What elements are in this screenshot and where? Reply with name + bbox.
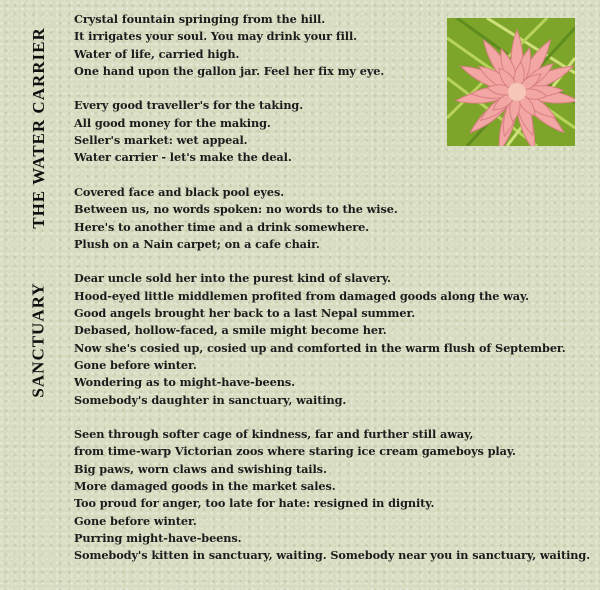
title-the-water-carrier	[24, 10, 54, 246]
poem-line: Now she's cosied up, cosied up and comforted in the warm flush of September.	[74, 340, 566, 355]
poem-line: Somebody's kitten in sanctuary, waiting. Somebody near you in sanctuary, waiting.	[74, 548, 591, 563]
stanza	[74, 11, 594, 80]
poem-line: Water of life, carried high.	[74, 46, 240, 61]
poem-line: Between us, no words spoken: no words to the wise.	[74, 202, 398, 217]
poem-line: Wondering as to might-have-beens.	[74, 375, 295, 390]
poem-line: from time-warp Victorian zoos where staring ice cream gameboys play.	[74, 444, 516, 459]
poem-line: More damaged goods in the market sales.	[74, 479, 336, 494]
stanza	[74, 270, 594, 408]
poem-line: Water carrier - let's make the deal.	[74, 150, 292, 165]
poem-line: One hand upon the gallon jar. Feel her fix my eye.	[74, 63, 385, 78]
poem-line: Debased, hollow-faced, a smile might become her.	[74, 323, 387, 338]
stanza	[74, 426, 594, 564]
poem-text	[74, 11, 594, 582]
poem-line: Dear uncle sold her into the purest kind of slavery.	[74, 271, 391, 286]
poem-line: Gone before winter.	[74, 513, 197, 528]
the-water-carrier-verses	[74, 11, 594, 253]
poem-line: Good angels brought her back to a last Nepal summer.	[74, 306, 416, 321]
poem-line: Crystal fountain springing from the hill.	[74, 12, 326, 26]
title-the-water-carrier-text: THE WATER CARRIER	[29, 27, 48, 229]
poem-line: Every good traveller's for the taking.	[74, 98, 304, 113]
poem-line: It irrigates your soul. You may drink your fill.	[74, 29, 358, 44]
poem-line: Seller's market: wet appeal.	[74, 133, 248, 148]
poem-line: Hood-eyed little middlemen profited from damaged goods along the way.	[74, 288, 530, 303]
poem-line: Gone before winter.	[74, 357, 197, 372]
stanza	[74, 184, 594, 253]
poem-line: Big paws, worn claws and swishing tails.	[74, 461, 327, 476]
poem-line: Purring might-have-beens.	[74, 530, 242, 545]
title-sanctuary	[24, 275, 54, 405]
title-sanctuary-text: SANCTUARY	[29, 282, 49, 398]
poem-line: Here's to another time and a drink somewhere.	[74, 219, 370, 234]
poem-line: Plush on a Nain carpet; on a cafe chair.	[74, 236, 320, 251]
poem-line: Somebody's daughter in sanctuary, waiting.	[74, 392, 347, 407]
poem-line: All good money for the making.	[74, 115, 271, 130]
stanza	[74, 97, 594, 166]
poem-line: Covered face and black pool eyes.	[74, 184, 285, 199]
poem-line: Too proud for anger, too late for hate: resigned in dignity.	[74, 496, 435, 511]
sanctuary-verses	[74, 270, 594, 564]
poem-line: Seen through softer cage of kindness, far and further still away,	[74, 427, 474, 442]
